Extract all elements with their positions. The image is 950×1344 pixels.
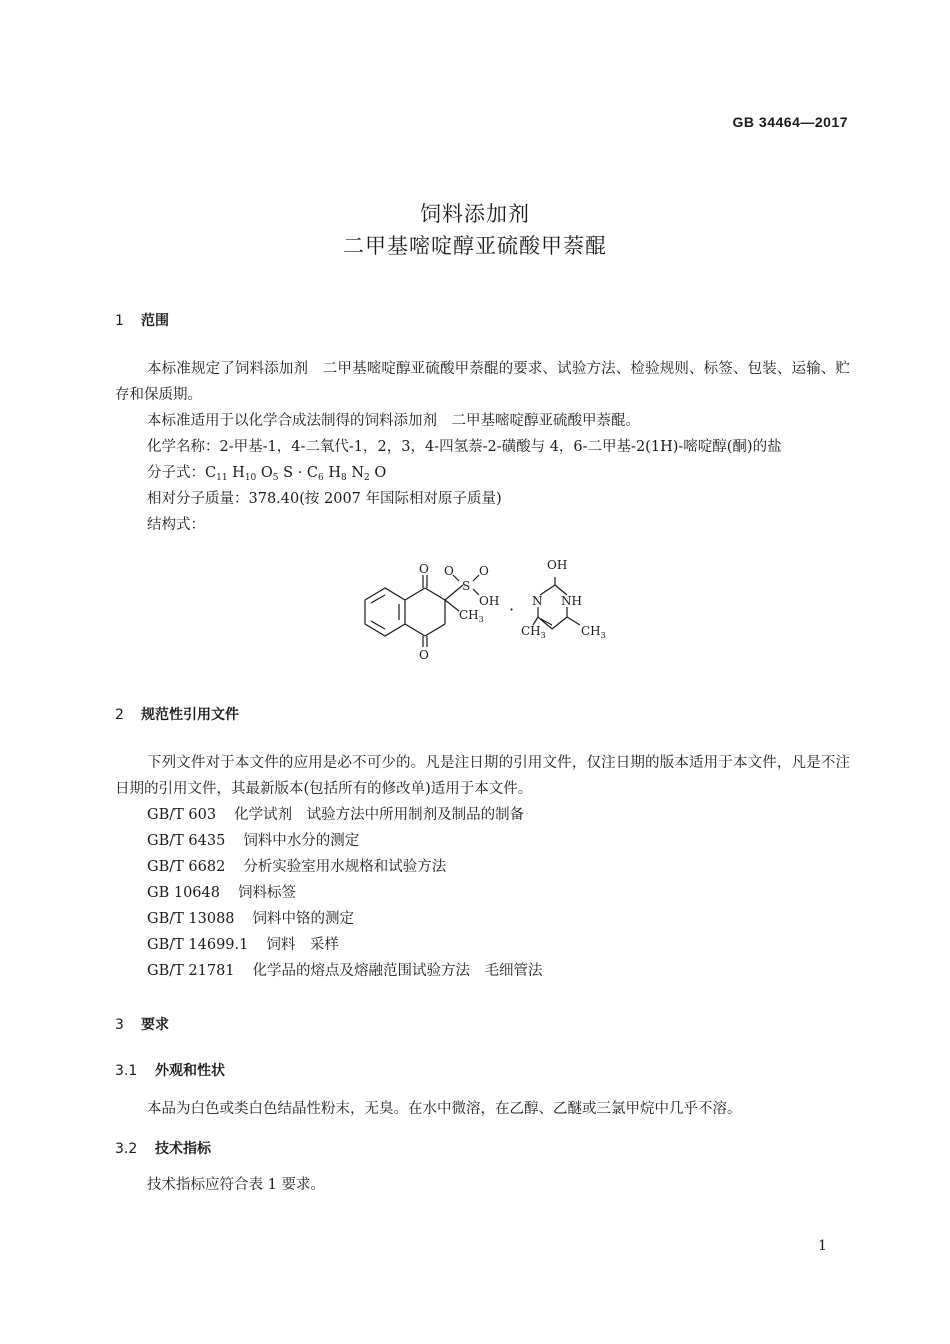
formula-dot: ·	[297, 465, 303, 481]
reference-code: GB/T 14699.1	[147, 937, 249, 953]
methyl-group	[459, 608, 484, 624]
technical-index-text: 技术指标应符合表 1 要求。	[147, 1177, 325, 1193]
reference-item	[147, 854, 446, 880]
scope-paragraph-2: 本标准适用于以化学合成法制得的饲料添加剂 二甲基嘧啶醇亚硫酸甲萘醌。	[147, 413, 640, 429]
pyr-methyl-b-ch: CH	[581, 624, 601, 638]
reference-code: GB/T 13088	[147, 911, 235, 927]
reference-code: GB/T 6682	[147, 859, 226, 875]
reference-title: 饲料中水分的测定	[243, 833, 360, 849]
formula-h: H	[328, 465, 341, 481]
formula-sub: 8	[341, 473, 347, 483]
pyr-methyl-b	[581, 624, 606, 640]
reference-title: 饲料 采样	[266, 937, 339, 953]
section-1-heading	[115, 310, 169, 330]
methyl-ch: CH	[459, 608, 479, 622]
pyr-methyl-a-sub: 3	[540, 631, 546, 640]
section-number: 1	[115, 313, 124, 329]
structure-label: 结构式：	[147, 517, 205, 533]
section-title: 规范性引用文件	[141, 707, 239, 723]
molecular-mass: 相对分子质量：378.40(按 2007 年国际相对原子质量)	[147, 491, 502, 507]
subsection-number: 3.2	[115, 1141, 138, 1157]
standard-code: GB 34464—2017	[732, 114, 848, 130]
formula-sub: 5	[272, 473, 279, 483]
subsection-3-1-heading	[115, 1060, 225, 1080]
pyr-methyl-a	[521, 624, 546, 640]
section-number: 2	[115, 707, 124, 723]
formula-n: N	[351, 465, 365, 481]
title-line-2: 二甲基嘧啶醇亚硫酸甲萘醌	[343, 234, 607, 258]
formula-sub: 2	[364, 473, 370, 483]
reference-code: GB/T 603	[147, 807, 217, 823]
section-title: 要求	[141, 1017, 169, 1033]
reference-item	[147, 958, 543, 984]
atom-so2-o1: O	[444, 564, 454, 578]
salt-dot: ·	[509, 600, 515, 619]
atom-o-bottom: O	[419, 648, 429, 662]
page-number: 1	[818, 1238, 827, 1254]
formula-s: S	[283, 465, 294, 481]
reference-item	[147, 880, 296, 906]
atom-s: S	[462, 579, 471, 593]
title-line-1: 饲料添加剂	[420, 202, 530, 226]
reference-title: 化学品的熔点及熔融范围试验方法 毛细管法	[252, 963, 543, 979]
reference-title: 饲料标签	[237, 885, 296, 901]
atom-oh: OH	[479, 594, 500, 608]
reference-item	[147, 932, 339, 958]
section-title: 范围	[141, 313, 169, 329]
section-3-heading	[115, 1014, 169, 1034]
formula-o: O	[374, 465, 387, 481]
structural-formula	[355, 555, 625, 665]
pyr-methyl-b-sub: 3	[600, 631, 606, 640]
formula-c: C	[205, 465, 217, 481]
pyr-oh: OH	[547, 558, 568, 572]
references-intro: 下列文件对于本文件的应用是必不可少的。凡是注日期的引用文件，仅注日期的版本适用于本文件，凡是不注日期的引用文件，其最新版本(包括所有的修改单)适用于本文件。	[115, 755, 850, 797]
subsection-3-2-heading	[115, 1138, 211, 1158]
reference-item	[147, 906, 354, 932]
atom-so2-o2: O	[479, 564, 489, 578]
reference-code: GB 10648	[147, 885, 220, 901]
subsection-title: 技术指标	[155, 1141, 211, 1157]
section-2-heading	[115, 704, 239, 724]
reference-code: GB/T 21781	[147, 963, 235, 979]
reference-item	[147, 828, 359, 854]
appearance-text: 本品为白色或类白色结晶性粉末，无臭。在水中微溶，在乙醇、乙醚或三氯甲烷中几乎不溶。	[147, 1101, 742, 1117]
pyr-methyl-a-ch: CH	[521, 624, 541, 638]
formula-c: C	[306, 465, 318, 481]
section-number: 3	[115, 1017, 124, 1033]
reference-code: GB/T 6435	[147, 833, 226, 849]
subsection-number: 3.1	[115, 1063, 138, 1079]
pyr-nh: NH	[561, 594, 582, 608]
formula-sub: 11	[216, 473, 228, 483]
reference-item	[147, 802, 524, 828]
atom-o-top: O	[419, 562, 429, 576]
formula-h: H	[232, 465, 245, 481]
reference-title: 化学试剂 试验方法中所用制剂及制品的制备	[234, 807, 525, 823]
formula-o: O	[260, 465, 273, 481]
formula-label: 分子式：	[147, 465, 205, 481]
formula-sub: 6	[318, 473, 324, 483]
chemical-name: 化学名称：2-甲基-1，4-二氧代-1，2，3，4-四氢萘-2-磺酸与 4，6-二甲基-2(1H)-嘧啶醇(酮)的盐	[147, 439, 782, 455]
pyr-n: N	[532, 594, 543, 608]
reference-title: 分析实验室用水规格和试验方法	[243, 859, 447, 875]
reference-title: 饲料中铬的测定	[252, 911, 355, 927]
scope-paragraph-1: 本标准规定了饲料添加剂 二甲基嘧啶醇亚硫酸甲萘醌的要求、试验方法、检验规则、标签、包装、运输、贮存和保质期。	[115, 361, 850, 403]
subsection-title: 外观和性状	[155, 1063, 225, 1079]
methyl-sub: 3	[478, 615, 484, 624]
formula-sub: 10	[244, 473, 257, 483]
